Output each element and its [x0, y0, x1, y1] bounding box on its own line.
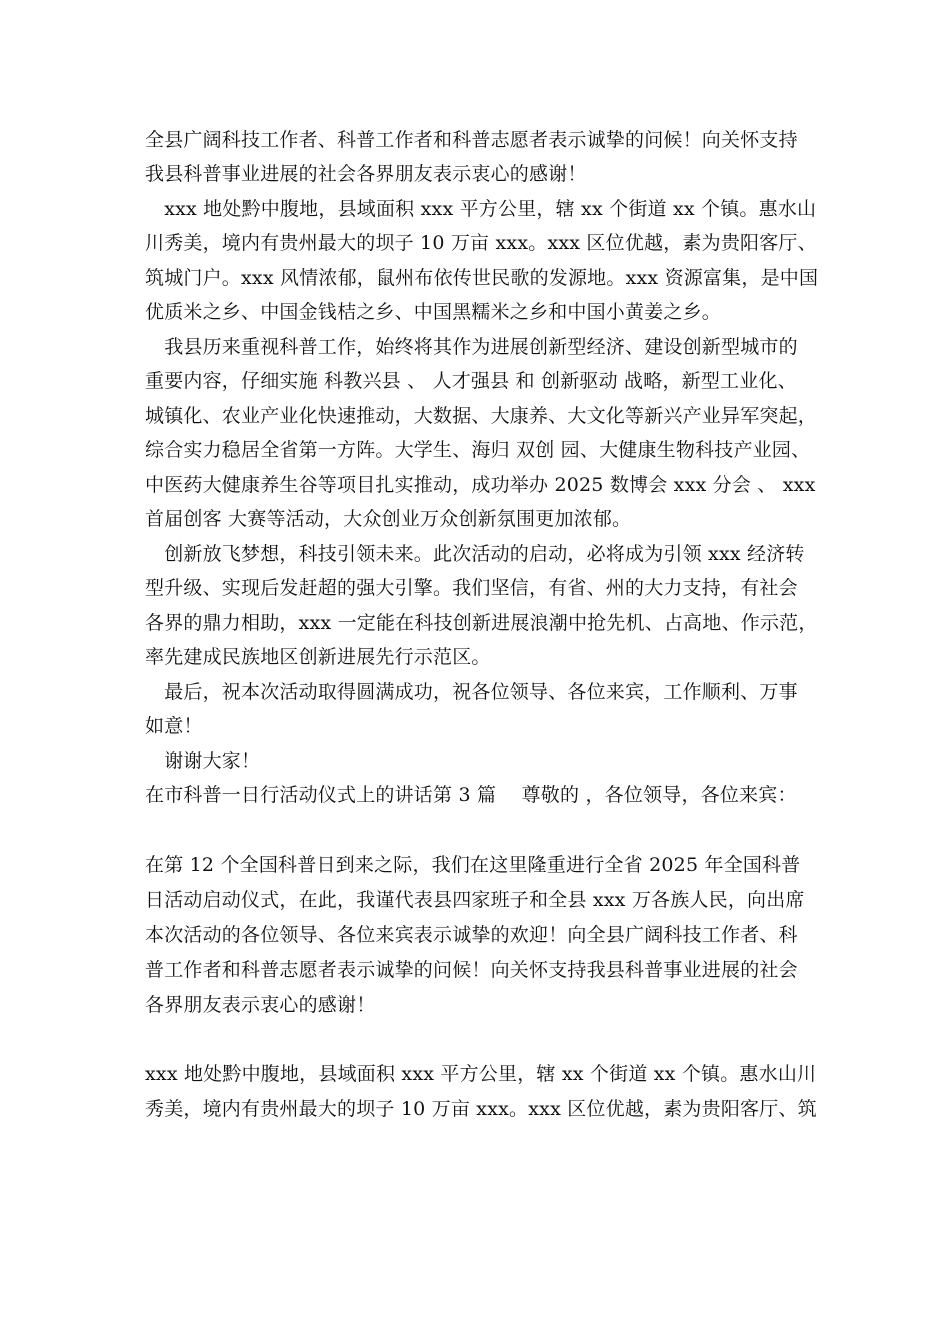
text-line: 本次活动的各位领导、各位来宾表示诚挚的欢迎！向全县广阔科技工作者、科 — [145, 924, 798, 946]
text-line: 我县科普事业进展的社会各界朋友表示衷心的感谢！ — [145, 163, 587, 185]
text-line: 重要内容，仔细实施 科教兴县 、 人才强县 和 创新驱动 战略，新型工业化、 — [145, 370, 797, 392]
text-line: 首届创客 大赛等活动，大众创业万众创新氛围更加浓郁。 — [145, 508, 632, 530]
text-line: 各界的鼎力相助，xxx 一定能在科技创新进展浪潮中抢先机、占高地、作示范， — [145, 612, 818, 634]
text-line: 我县历来重视科普工作，始终将其作为进展创新型经济、建设创新型城市的 — [145, 336, 798, 358]
text-line: 全县广阔科技工作者、科普工作者和科普志愿者表示诚挚的问候！向关怀支持 — [145, 129, 798, 151]
text-line: 川秀美，境内有贵州最大的坝子 10 万亩 xxx。xxx 区位优越，素为贵阳客厅、 — [145, 232, 817, 254]
text-line: 中医药大健康养生谷等项目扎实推动，成功举办 2025 数博会 xxx 分会 、 xxx — [145, 474, 816, 496]
text-line: 秀美，境内有贵州最大的坝子 10 万亩 xxx。xxx 区位优越，素为贵阳客厅、筑 — [145, 1098, 817, 1120]
text-line: 城镇化、农业产业化快速推动，大数据、大康养、大文化等新兴产业异军突起， — [145, 405, 818, 427]
text-line: 优质米之乡、中国金钱桔之乡、中国黑糯米之乡和中国小黄姜之乡。 — [145, 301, 722, 323]
text-line: 创新放飞梦想，科技引领未来。此次活动的启动，必将成为引领 xxx 经济转 — [145, 543, 805, 565]
text-line: xxx 地处黔中腹地，县域面积 xxx 平方公里，辖 xx 个街道 xx 个镇。惠水山 — [145, 198, 817, 220]
text-line: 各界朋友表示衷心的感谢！ — [145, 994, 376, 1016]
text-line: 谢谢大家！ — [145, 750, 261, 772]
text-line: 率先建成民族地区创新进展先行示范区。 — [145, 646, 491, 668]
text-line: 综合实力稳居全省第一方阵。大学生、海归 双创 园、大健康生物科技产业园、 — [145, 439, 811, 461]
text-line: 在第 12 个全国科普日到来之际，我们在这里隆重进行全省 2025 年全国科普 — [145, 854, 801, 876]
section-heading: 在市科普一日行活动仪式上的讲话第 3 篇 尊敬的 ，各位领导，各位来宾： — [145, 784, 797, 806]
text-line: 日活动启动仪式，在此，我谨代表县四家班子和全县 xxx 万各族人民，向出席 — [145, 889, 805, 911]
text-line: 型升级、实现后发赶超的强大引擎。我们坚信，有省、州的大力支持，有社会 — [145, 577, 798, 599]
text-line: xxx 地处黔中腹地，县域面积 xxx 平方公里，辖 xx 个街道 xx 个镇。惠水山川 — [145, 1063, 817, 1085]
text-line: 普工作者和科普志愿者表示诚挚的问候！向关怀支持我县科普事业进展的社会 — [145, 959, 798, 981]
text-line: 最后，祝本次活动取得圆满成功，祝各位领导、各位来宾，工作顺利、万事 — [145, 681, 798, 703]
text-line: 如意！ — [145, 715, 203, 737]
text-line: 筑城门户。xxx 风情浓郁，鼠州布依传世民歌的发源地。xxx 资源富集，是中国 — [145, 267, 819, 289]
